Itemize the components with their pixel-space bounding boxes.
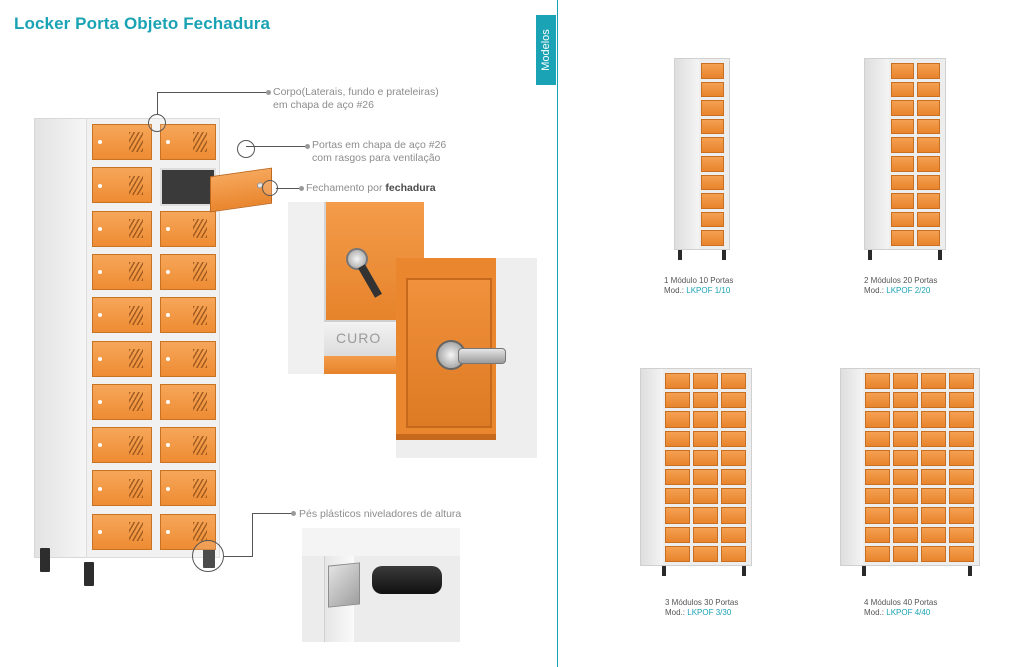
model-door [893,411,918,427]
model-name: 2 Módulos 20 Portas [864,276,938,285]
model-door [693,546,718,562]
model-door [949,431,974,447]
door-lock-icon [98,400,102,404]
model-door [949,546,974,562]
callout-line [276,188,300,189]
model-door [693,392,718,408]
model-door [893,488,918,504]
callout-portas-line2: com rasgos para ventilação [312,152,441,164]
model-code: LKPOF 3/30 [687,608,732,617]
model-door [865,450,890,466]
model-door [665,488,690,504]
model-mod-label: Mod.: [664,286,685,295]
callout-dot [299,186,304,191]
model-foot [662,566,666,576]
model-door [891,63,914,79]
model-door [865,507,890,523]
model-door [949,507,974,523]
models-tab [536,15,556,85]
model-cabinet-side [865,59,889,249]
model-door [721,392,746,408]
model-door [917,230,940,246]
model-door [693,411,718,427]
callout-line [157,92,267,93]
model-name: 4 Módulos 40 Portas [864,598,938,607]
locker-door [92,427,152,463]
model-door [917,193,940,209]
vent-slots [193,522,207,541]
model-door [949,373,974,389]
door-lock-icon [98,487,102,491]
callout-marker [192,540,224,572]
vent-slots [129,522,143,541]
model-door [693,527,718,543]
model-door [949,469,974,485]
callout-dot [266,90,271,95]
vent-slots [129,392,143,411]
model-door [865,431,890,447]
model-foot [862,566,866,576]
model-door [721,469,746,485]
door-lock-icon [98,140,102,144]
model-door [693,507,718,523]
model-door [665,546,690,562]
cabinet-bottom [302,528,460,556]
model-door [891,137,914,153]
model-caption [664,276,733,296]
model-door [721,527,746,543]
model-mod-label: Mod.: [665,608,686,617]
model-door [865,546,890,562]
model-door [701,193,724,209]
model-door [921,507,946,523]
model-door [693,373,718,389]
callout-portas [312,139,446,165]
callout-portas-line1: Portas em chapa de aço #26 [312,139,447,151]
model-door [921,392,946,408]
model-door [665,392,690,408]
model-door [917,82,940,98]
model-door [891,82,914,98]
model-door [917,212,940,228]
model-door [865,469,890,485]
locker-door [160,427,216,463]
model-door [721,488,746,504]
vent-slots [129,306,143,325]
mounting-bracket [328,562,360,607]
door-lock-icon [98,357,102,361]
door-lock-icon [166,443,170,447]
vent-slots [193,436,207,455]
door-lock-icon [98,184,102,188]
model-door [917,137,940,153]
model-foot [742,566,746,576]
model-door [701,100,724,116]
model-cabinet [864,58,946,250]
model-foot [678,250,682,260]
model-door [949,527,974,543]
locker-door [160,211,216,247]
locker-side-panel [34,118,90,558]
model-cabinet [640,368,752,566]
model-door [701,175,724,191]
callout-dot [291,511,296,516]
model-code: LKPOF 4/40 [886,608,931,617]
model-door [721,546,746,562]
model-door [865,373,890,389]
model-name: 1 Módulo 10 Portas [664,276,734,285]
model-name: 3 Módulos 30 Portas [665,598,739,607]
callout-dot [305,144,310,149]
locker-door [92,297,152,333]
vent-slots [193,349,207,368]
model-door [865,488,890,504]
door-lock-icon [166,270,170,274]
foot-detail-photo [302,528,460,642]
model-door [701,82,724,98]
model-code-line [665,608,738,618]
model-cabinet-side [641,369,663,565]
model-door [665,527,690,543]
model-code-line [664,286,733,296]
model-door [949,411,974,427]
model-door [721,373,746,389]
callout-corpo-line2: em chapa de aço #26 [273,99,374,111]
latch-tongue [458,348,506,364]
model-door [693,488,718,504]
locker-door [160,470,216,506]
model-door [893,373,918,389]
door-lock-icon [98,313,102,317]
model-door [701,63,724,79]
model-cabinet-side [841,369,863,565]
model-door [891,156,914,172]
model-code: LKPOF 2/20 [886,286,931,295]
locker-door [92,211,152,247]
door-lock-icon [98,227,102,231]
model-mod-label: Mod.: [864,608,885,617]
model-door [893,469,918,485]
vent-slots [129,262,143,281]
model-foot [938,250,942,260]
locker-door [92,384,152,420]
locker-door [92,341,152,377]
callout-line [252,513,292,514]
model-door [665,431,690,447]
model-door [893,392,918,408]
door-lock-icon [166,313,170,317]
model-door [921,431,946,447]
model-foot [722,250,726,260]
door-lock-icon [166,357,170,361]
model-foot [868,250,872,260]
model-door [665,469,690,485]
model-caption [864,276,937,296]
model-door [693,469,718,485]
model-door [701,137,724,153]
callout-pes: Pés plásticos niveladores de altura [299,508,462,520]
model-door [891,230,914,246]
model-door [665,411,690,427]
model-door [921,546,946,562]
callout-marker [237,140,255,158]
model-door [891,193,914,209]
model-door [921,450,946,466]
model-door [701,119,724,135]
door-lock-icon [166,227,170,231]
model-door [701,156,724,172]
model-door [865,392,890,408]
door-lock-icon [98,530,102,534]
model-door [917,156,940,172]
model-door [665,450,690,466]
model-door [917,119,940,135]
locker-door [92,470,152,506]
open-compartment [160,168,216,206]
model-door [893,507,918,523]
vent-slots [193,306,207,325]
locker-door [92,167,152,203]
callout-line [252,513,253,557]
callout-line [224,556,252,557]
model-door [949,392,974,408]
model-caption [864,598,937,618]
model-door [693,431,718,447]
model-door [893,527,918,543]
model-door [921,488,946,504]
callout-fechamento [306,182,436,195]
locker-door [92,124,152,160]
model-door [893,450,918,466]
model-caption [665,598,738,618]
latch-detail-photo [396,258,537,458]
model-door [893,546,918,562]
locker-foot [84,562,94,586]
door-lock-icon [166,400,170,404]
model-door [701,212,724,228]
door-lock-icon [166,530,170,534]
brand-plate-text: CURO [336,330,382,346]
model-door [891,100,914,116]
model-door [949,488,974,504]
model-door [893,431,918,447]
model-door [917,100,940,116]
callout-fechamento-bold: fechadura [385,182,436,194]
model-door [701,230,724,246]
foot-leveler [372,566,442,594]
locker-foot [40,548,50,572]
callout-corpo-line1: Corpo(Laterais, fundo e prateleiras) [273,86,439,98]
model-foot [968,566,972,576]
model-door [665,507,690,523]
vent-slots [193,479,207,498]
model-cabinet [840,368,980,566]
model-door [891,119,914,135]
locker-door [92,254,152,290]
locker-door [160,254,216,290]
door-lock-icon [98,443,102,447]
model-door [721,431,746,447]
vent-slots [129,479,143,498]
model-door [693,450,718,466]
vent-slots [193,219,207,238]
model-mod-label: Mod.: [864,286,885,295]
locker-door [160,341,216,377]
model-door [721,450,746,466]
callout-line [157,92,158,114]
callout-fechamento-text: Fechamento por [306,182,383,194]
vent-slots [129,349,143,368]
model-code: LKPOF 1/10 [686,286,731,295]
vent-slots [129,436,143,455]
model-cabinet-side [675,59,699,249]
locker-door [160,124,216,160]
page-title: Locker Porta Objeto Fechadura [14,14,271,33]
model-door [865,411,890,427]
door-lock-icon [98,270,102,274]
models-tab-label: Modelos [540,29,552,71]
model-door [891,212,914,228]
model-code-line [864,608,937,618]
model-door [721,411,746,427]
vent-slots [129,132,143,151]
door-lock-icon [166,487,170,491]
locker-door [160,384,216,420]
vent-slots [129,219,143,238]
model-door [921,527,946,543]
section-divider [557,0,558,667]
vent-slots [193,132,207,151]
door-lock-icon [166,140,170,144]
callout-line [246,146,306,147]
model-door [921,373,946,389]
model-door [721,507,746,523]
door-edge [396,434,496,440]
model-cabinet [674,58,730,250]
model-door [665,373,690,389]
model-door [921,411,946,427]
model-code-line [864,286,937,296]
vent-slots [193,262,207,281]
locker-door [160,297,216,333]
vent-slots [129,176,143,195]
callout-marker [148,114,166,132]
model-door [917,175,940,191]
callout-corpo [273,86,439,112]
model-door [917,63,940,79]
model-door [865,527,890,543]
model-door [921,469,946,485]
locker-door [92,514,152,550]
vent-slots [193,392,207,411]
model-door [891,175,914,191]
model-door [949,450,974,466]
